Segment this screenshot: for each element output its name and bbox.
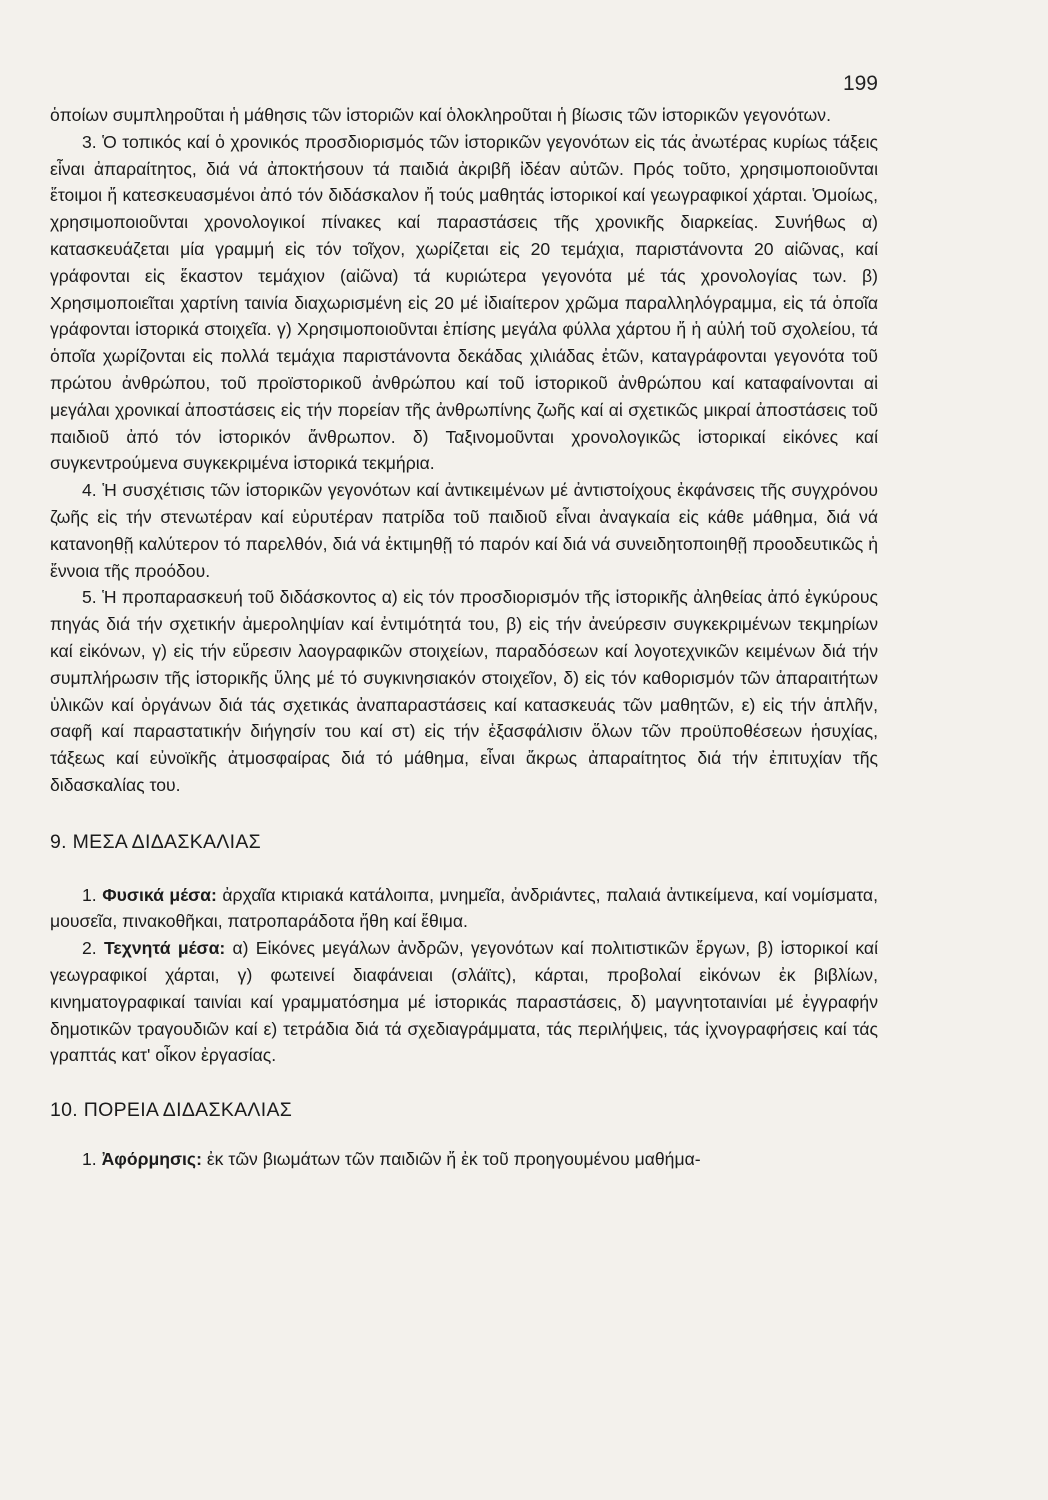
- section-heading-10: [50, 1097, 878, 1124]
- item-number: 1.: [82, 884, 97, 905]
- item-text: α) Εἰκόνες μεγάλων ἀνδρῶν, γεγονότων καί πολιτιστικῶν ἔργων, β) ἱστορικοί καί γεωγραφικοί χάρται, γ) φωτεινεί διαφάνειαι (σλάϊτς), κάρται, προβολαί εἰκόνων ἐκ βιβλίων, κινηματογραφικαί ταινίαι καί γραμματόσημα μέ ἱστορικάς παραστάσεις, δ) μαγνητοταινίαι μέ ἐγγραφήν δημοτικῶν τραγουδιῶν καί ε) τετράδια διά τά σχεδιαγράμματα, τάς περιλήψεις, τάς ἰχνογραφήσεις καί τάς γραπτάς κατ' οἶκον ἐργασίας.: [50, 938, 878, 1066]
- item-number: 2.: [82, 938, 97, 959]
- section-title: ΜΕΣΑ ΔΙΔΑΣΚΑΛΙΑΣ: [72, 830, 262, 853]
- section10-item-1: [50, 1146, 878, 1173]
- paragraph-continuation: ὁποίων συμπληροῦται ἡ μάθησις τῶν ἱστοριῶν καί ὁλοκληροῦται ἡ βίωσις τῶν ἱστορικῶν γεγονότων.: [50, 105, 831, 125]
- item-text: ἀρχαῖα κτιριακά κατάλοιπα, μνημεῖα, ἀνδριάντες, παλαιά ἀντικείμενα, καί νομίσματα, μουσεῖα, πινακοθῆκαι, πατροπαράδοτα ἤθη καί ἔθιμα.: [50, 884, 878, 932]
- section9-item-2: [50, 935, 878, 1069]
- item-term: Τεχνητά μέσα:: [103, 938, 226, 959]
- item-number: 1.: [82, 1148, 97, 1169]
- section-number: 9.: [50, 830, 67, 853]
- section9-item-1: [50, 882, 878, 936]
- item-term: Ἀφόρμησις:: [101, 1148, 202, 1169]
- page-body: [50, 102, 878, 1173]
- paragraph-4: 4. Ἡ συσχέτισις τῶν ἱστορικῶν γεγονότων καί ἀντικειμένων μέ ἀντιστοίχους ἐκφάνσεις τῆς συγχρόνου ζωῆς εἰς τήν στενωτέραν καί εὐρυτέραν πατρίδα τοῦ παιδιοῦ εἶναι ἀναγκαία εἰς κάθε μάθημα, διά νά κατανοηθῇ καλύτερον τό παρελθόν, διά νά ἐκτιμηθῇ τό παρόν καί διά νά συνειδητοποιηθῇ προοδευτικῶς ἡ ἔννοια τῆς προόδου.: [50, 480, 878, 581]
- section-heading-9: [50, 829, 878, 856]
- page-number: 199: [842, 72, 878, 95]
- paragraph-5: 5. Ἡ προπαρασκευή τοῦ διδάσκοντος α) εἰς τόν προσδιορισμόν τῆς ἱστορικῆς ἀληθείας ἀπό ἐγκύρους πηγάς διά τήν σχετικήν ἀμεροληψίαν καί ἐντιμότητά του, β) εἰς τήν ἀνεύρεσιν συγκεκριμένων τεκμηρίων καί εἰκόνων, γ) εἰς τήν εὕρεσιν λαογραφικῶν στοιχείων, παραδόσεων καί λογοτεχνικῶν κειμένων διά τήν συμπλήρωσιν τῆς ἱστορικῆς ὕλης μέ τό συγκινησιακόν στοιχεῖον, δ) εἰς τόν καθορισμόν τῶν ἀπαραιτήτων ὑλικῶν καί ὀργάνων διά τάς σχετικάς ἀναπαραστάσεις καί κατασκευάς τῶν μαθητῶν, ε) εἰς τήν ἁπλῆν, σαφῆ καί παραστατικήν διήγησίν του καί στ) εἰς τήν ἐξασφάλισιν ὅλων τῶν προϋποθέσεων ἡσυχίας, τάξεως καί εὐνοϊκῆς ἀτμοσφαίρας διά τό μάθημα, εἶναι ἄκρως ἀπαραίτητος διά τήν ἐπιτυχίαν τῆς διδασκαλίας του.: [50, 587, 878, 795]
- item-term: Φυσικά μέσα:: [102, 884, 217, 905]
- paragraph-3: 3. Ὁ τοπικός καί ὁ χρονικός προσδιορισμός τῶν ἱστορικῶν γεγονότων εἰς τάς ἀνωτέρας κυρίως τάξεις εἶναι ἀπαραίτητος, διά νά ἀποκτήσουν τά παιδιά ἀκριβῆ ἰδέαν αὐτῶν. Πρός τοῦτο, χρησιμοποιοῦνται ἕτοιμοι ἤ κατεσκευασμένοι ἀπό τόν διδάσκαλον ἤ τούς μαθητάς ἱστορικοί καί γεωγραφικοί χάρται. Ὁμοίως, χρησιμοποιοῦνται χρονολογικοί πίνακες καί παραστάσεις τῆς χρονικῆς διαρκείας. Συνήθως α) κατασκευάζεται μία γραμμή εἰς τόν τοῖχον, χωρίζεται εἰς 20 τεμάχια, παριστάνοντα 20 αἰῶνας, καί γράφονται εἰς ἕκαστον τεμάχιον (αἰῶνα) τά κυριώτερα γεγονότα μέ τάς χρονολογίας των. β) Χρησιμοποιεῖται χαρτίνη ταινία διαχωρισμένη εἰς 20 μέ ἰδιαίτερον χρῶμα παραλληλόγραμμα, εἰς τά ὁποῖα γράφονται ἱστορικά στοιχεῖα. γ) Χρησιμοποιοῦνται ἐπίσης μεγάλα φύλλα χάρτου ἤ ἡ αὐλή τοῦ σχολείου, τά ὁποῖα χωρίζονται εἰς πολλά τεμάχια παριστάνοντα δεκάδας χιλιάδας ἐτῶν, καταγράφονται γεγονότα τοῦ πρώτου ἀνθρώπου, τοῦ προϊστορικοῦ ἀνθρώπου καί τοῦ ἱστορικοῦ ἀνθρώπου καί καταφαίνονται αἱ μεγάλαι χρονικαί ἀποστάσεις εἰς τήν πορείαν τῆς ἀνθρωπίνης ζωῆς καί αἱ σχετικῶς μικραί ἀποστάσεις τοῦ παιδιοῦ ἀπό τόν ἱστορικόν ἄνθρωπον. δ) Ταξινομοῦνται χρονολογικῶς ἱστορικαί εἰκόνες καί συγκεντρούμενα συγκεκριμένα ἱστορικά τεκμήρια.: [50, 131, 878, 474]
- item-text: ἐκ τῶν βιωμάτων τῶν παιδιῶν ἤ ἐκ τοῦ προηγουμένου μαθήμα-: [201, 1148, 701, 1169]
- section-title: ΠΟΡΕΙΑ ΔΙΔΑΣΚΑΛΙΑΣ: [83, 1099, 293, 1122]
- section-number: 10.: [50, 1099, 79, 1122]
